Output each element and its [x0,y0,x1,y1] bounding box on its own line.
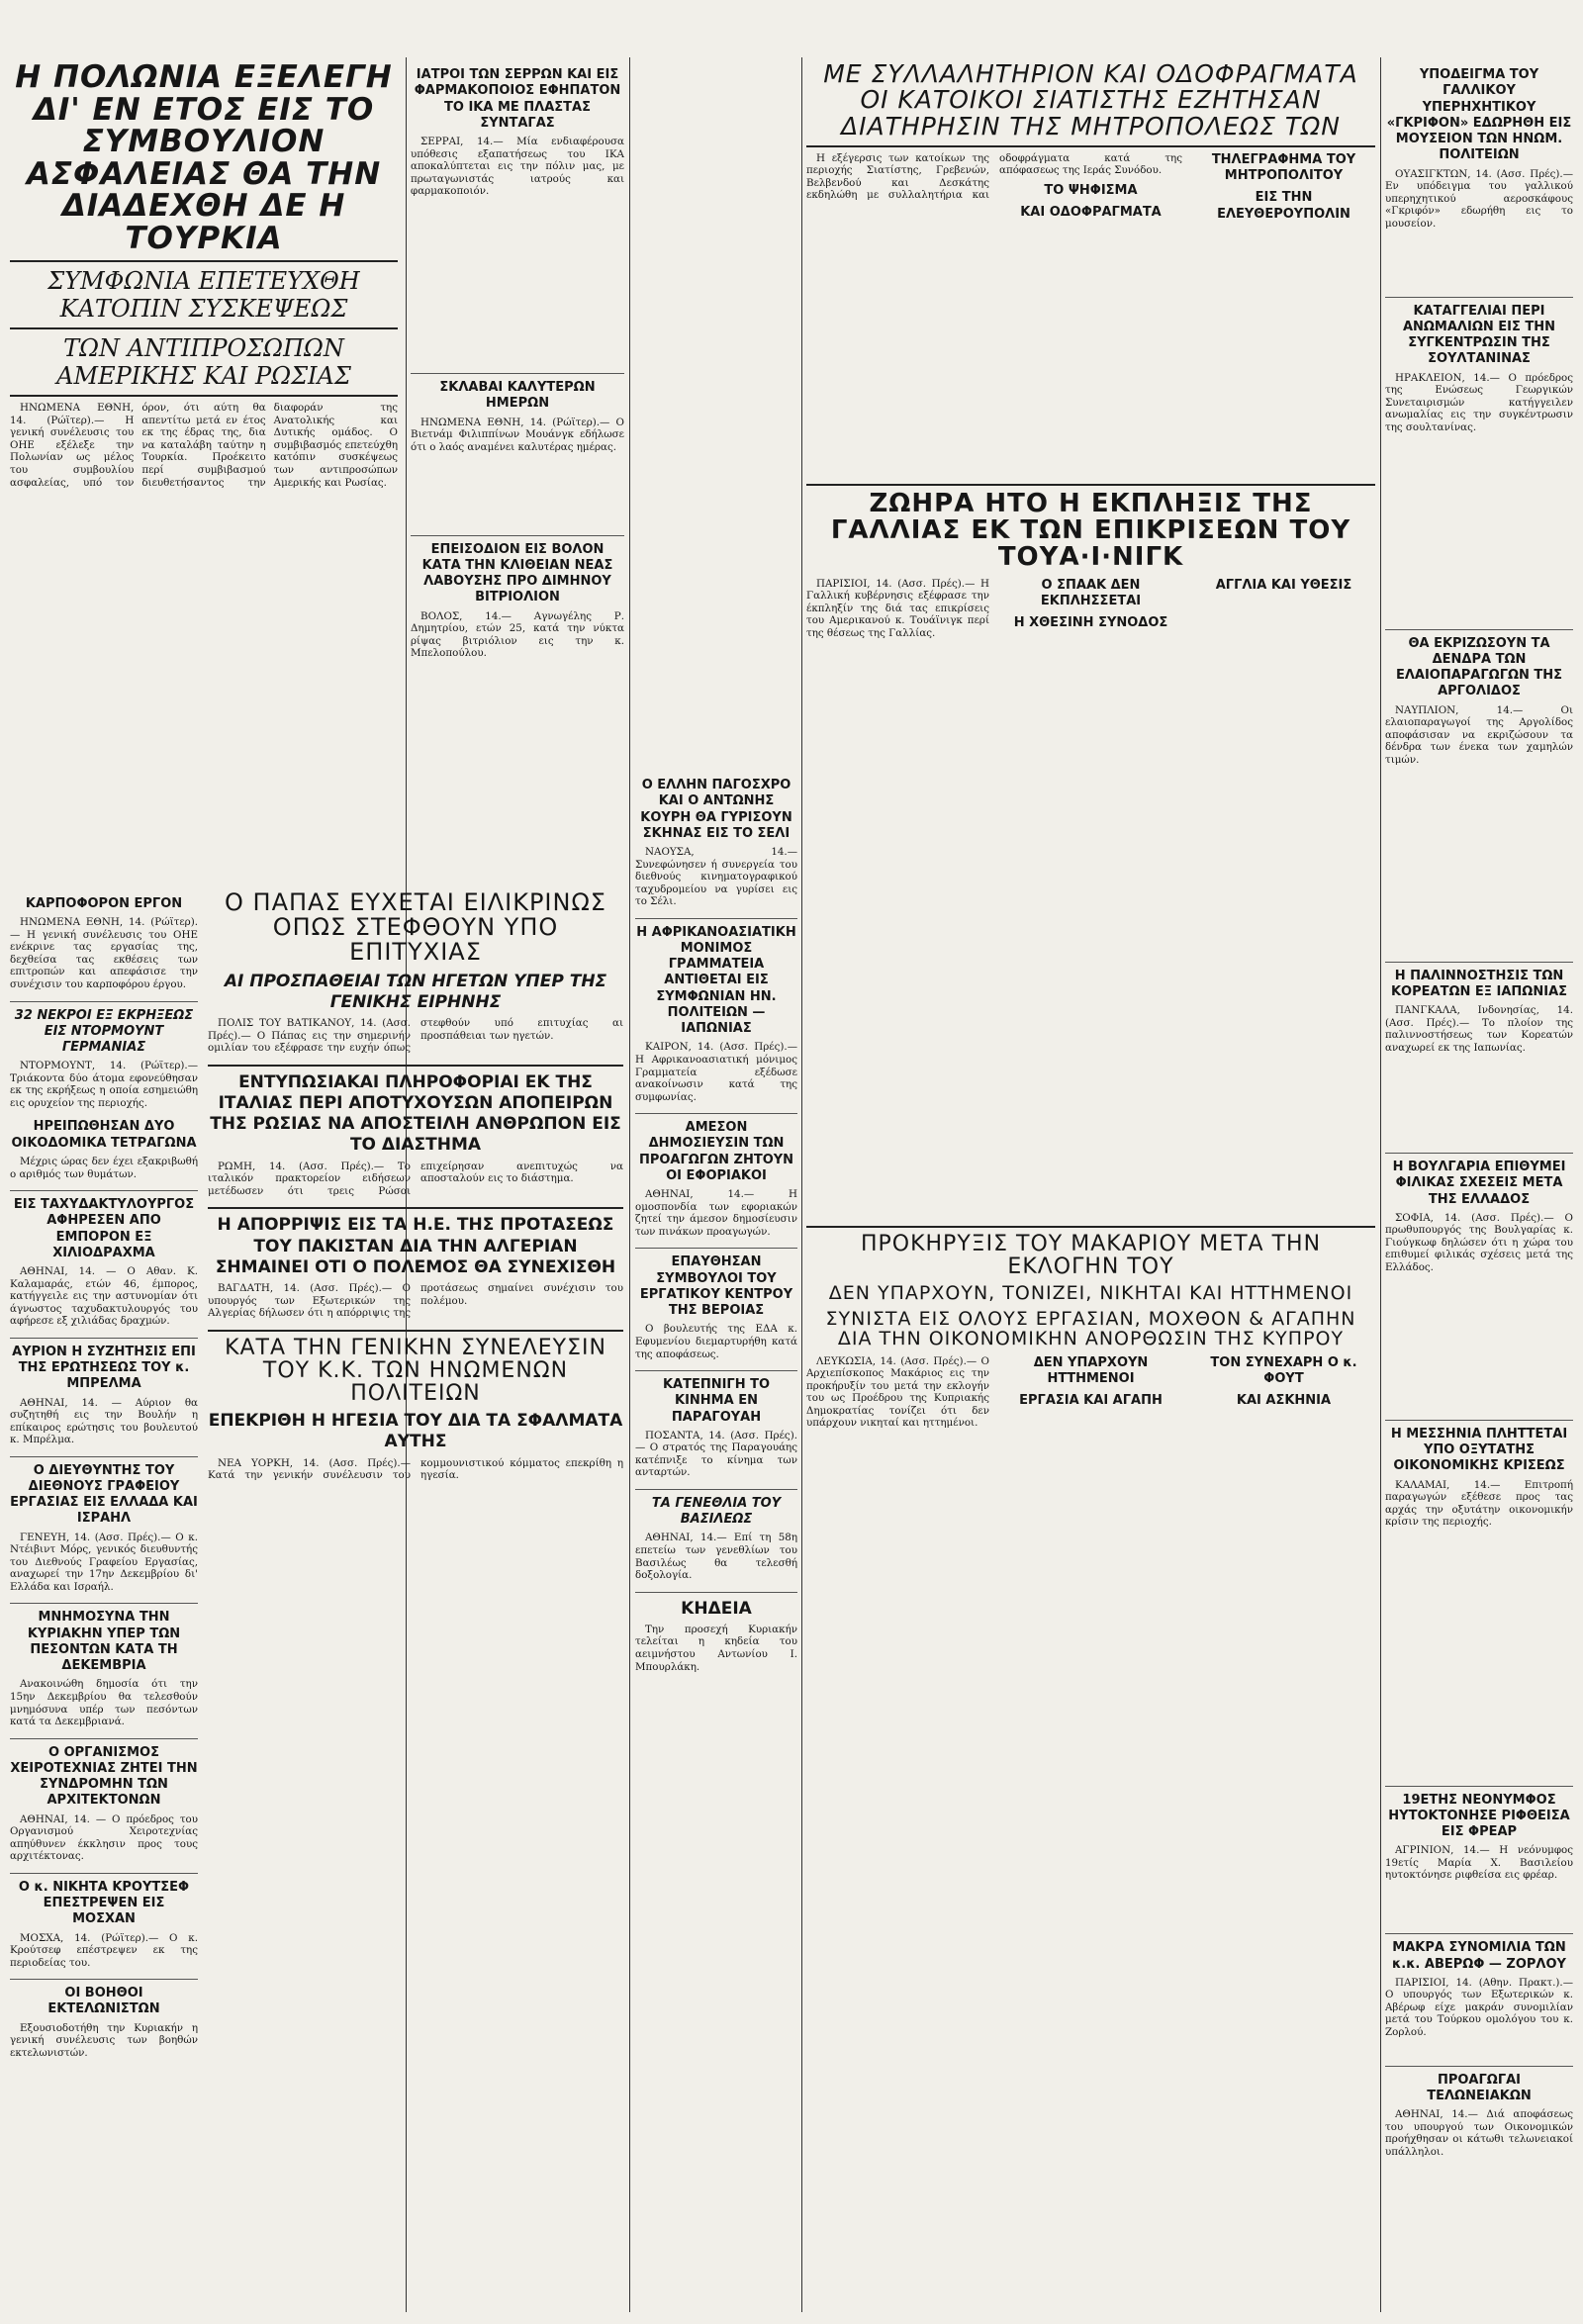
subhead: ΕΡΓΑΣΙΑ ΚΑΙ ΑΓΑΠΗ [1019,1393,1163,1409]
story-body: ΒΑΓΔΑΤΗ, 14. (Ασσ. Πρές).— Ο υπουργός των Εξωτερικών της Αλγερίας δήλωσεν ότι η απόρριψις της προτάσεως σημαίνει συνέχισιν του πολέμου. [208,1282,623,1320]
cn-story-4 [635,925,797,1103]
story-body: ΗΝΩΜΕΝΑ ΕΘΝΗ, 14. (Ρώϊτερ).— Η γενική συνέλευσις του ΟΗΕ ενέκρινε τας εργασίας της, δεχθείσα τας εκθέσεις των επιτροπών και απεφάσισε την συνέχισιν του καρποφόρου έργου. [10,916,198,990]
cn-story-9 [635,1599,797,1673]
story-body: ΝΤΟΡΜΟΥΝΤ, 14. (Ρώϊτερ).— Τριάκοντα δύο άτομα εφονεύθησαν εκ της εκρήξεως η οποία εσημειώθη εις ορυχείον της περιοχής. [10,1060,198,1109]
story-headline: ΟΙ ΒΟΗΘΟΙ ΕΚΤΕΛΩΝΙΣΤΩΝ [47,1986,160,2017]
right-story-4 [1385,1160,1573,1410]
column-rule [629,57,630,2312]
makarios-headline: ΠΡΟΚΗΡΥΞΙΣ ΤΟΥ ΜΑΚΑΡΙΟΥ ΜΕΤΑ ΤΗΝ ΕΚΛΟΓΗΝ ΤΟΥ [860,1231,1322,1279]
story-headline: Ο ΔΙΕΥΘΥΝΤΗΣ ΤΟΥ ΔΙΕΘΝΟΥΣ ΓΡΑΦΕΙΟΥ ΕΡΓΑΣΙΑΣ ΕΙΣ ΕΛΛΑΔΑ ΚΑΙ ΙΣΡΑΗΛ [10,1462,198,1527]
right-story-2 [1385,636,1573,952]
story-body: ΣΟΦΙΑ, 14. (Ασσ. Πρές).— Ο πρωθυπουργός της Βουλγαρίας κ. Γιούγκωφ δηλώσεν ότι η χώρα του επιθυμεί φιλικάς σχέσεις μετά της Ελλάδος. [1385,1211,1573,1273]
story-body: ΑΘΗΝΑΙ, 14. — Ο Αθαν. Κ. Καλαμαράς, ετών 46, έμπορος, κατήγγειλε εις την αστυνομίαν ότι άγνωστος ταχυδακτυλουργός του αφήρεσε εξ χιλιάδας δραχμών. [10,1265,198,1328]
story-subhead: ΑΙ ΠΡΟΣΠΑΘΕΙΑΙ ΤΩΝ ΗΓΕΤΩΝ ΥΠΕΡ ΤΗΣ ΓΕΝΙΚΗΣ ΕΙΡΗΝΗΣ [224,971,607,1012]
story-body: ΝΑΟΥΣΑ, 14.— Συνεφώνησεν ή συνεργεία του διεθνούς κινηματογραφικού ταχυδρομείου να γυρίσει εις το Σέλι. [635,846,797,908]
story-subhead: ΕΠΕΚΡΙΘΗ Η ΗΓΕΣΙΑ ΤΟΥ ΔΙΑ ΤΑ ΣΦΑΛΜΑΤΑ ΑΥΤΗΣ [208,1411,623,1452]
right-story-1 [1385,304,1573,619]
cl-story-1 [411,380,624,525]
story-body: ΟΥΑΣΙΓΚΤΩΝ, 14. (Ασσ. Πρές).— Εν υπόδειγμα του γαλλικού υπερηχητικού αεροσκάφους «Γκριφόν» εδωρήθη εις το μουσείον. [1385,167,1573,230]
story-headline: ΜΑΚΡΑ ΣΥΝΟΜΙΛΙΑ ΤΩΝ κ.κ. ΑΒΕΡΩΦ — ΖΟΡΛΟΥ [1392,1940,1566,1972]
story-body: ΒΟΛΟΣ, 14.— Αγνωγέλης Ρ. Δημητρίου, ετών 25, κατά την νύκτα ρίψας βιτριόλιον εις την κ. Μπελοπούλου. [411,609,624,660]
left-story-1 [10,1001,198,1110]
story-body: ΑΘΗΝΑΙ, 14.— Επί τη 58η επετείω των γενεθλίων του Βασιλέως θα τελεσθή δοξολογία. [635,1532,797,1582]
story-headline: ΗΡΕΙΠΩΘΗΣΑΝ ΔΥΟ ΟΙΚΟΔΟΜΙΚΑ ΤΕΤΡΑΓΩΝΑ [11,1119,197,1151]
story-headline: ΕΙΣ ΤΑΧΥΔΑΚΤΥΛΟΥΡΓΟΣ ΑΦΗΡΕΣΕΝ ΑΠΟ ΕΜΠΟΡΟΝ ΕΞ ΧΙΛΙΟΔΡΑΧΜΑ [13,1197,195,1260]
lead-subhead-2: ΤΩΝ ΑΝΤΙΠΡΟΣΩΠΩΝ ΑΜΕΡΙΚΗΣ ΚΑΙ ΡΩΣΙΑΣ [56,334,351,391]
story-body: ΠΟΣΑΝΤΑ, 14. (Ασσ. Πρές).— Ο στρατός της Παραγουάης κατέπνιξε το κίνημα των ανταρτών. [635,1429,797,1479]
left-story-9 [10,1979,198,2059]
story-headline: 19ΕΤΗΣ ΝΕΟΝΥΜΦΟΣ ΗΥΤΟΚΤΟΝΗΣΕ ΡΙΦΘΕΙΣΑ ΕΙΣ ΦΡΕΑΡ [1388,1792,1570,1839]
lead-headline: Η ΠΟΛΩΝΙΑ ΕΞΕΛΕΓΗ ΔΙ' ΕΝ ΕΤΟΣ ΕΙΣ ΤΟ ΣΥΜΒΟΥΛΙΟΝ ΑΣΦΑΛΕΙΑΣ ΘΑ ΤΗΝ ΔΙΑΔΕΧΘΗ ΔΕ Η ΤΟΥΡΚΙΑ [15,59,393,256]
story-body: ΝΑΥΠΛΙΟΝ, 14.— Οι ελαιοπαραγωγοί της Αργολίδος αποφάσισαν να εκριζώσουν τα δένδρα των ένεκα των χαμηλών τιμών. [1385,703,1573,766]
siatista-body: Η εξέγερσις των κατοίκων της περιοχής Σιατίστης, Γρεβενών, Βελβενδού και Δεσκάτης εκδηλώθη με συλλαλητήρια και οδοφράγματα κατά της απόφασεως της Ιεράς Συνόδου. [806,151,1182,202]
right-mid-column [806,61,1375,1430]
france-headline: ΖΩΗΡΑ ΗΤΟ Η ΕΚΠΛΗΞΙΣ ΤΗΣ ΓΑΛΛΙΑΣ ΕΚ ΤΩΝ ΕΠΙΚΡΙΣΕΩΝ ΤΟΥ ΤΟΥΑ·Ι·ΝΙΓΚ [830,488,1351,573]
right-story-3 [1385,969,1573,1144]
story-headline: ΤΑ ΓΕΝΕΘΛΙΑ ΤΟΥ ΒΑΣΙΛΕΩΣ [651,1495,782,1528]
lead-body: ΗΝΩΜΕΝΑ ΕΘΝΗ, 14. (Ρώϊτερ).— Η γενική συνέλευσις του ΟΗΕ εξέλεξε την Πολωνίαν ως μέλος του συμβουλίου ασφαλείας, υπό τον όρον, ότι αύτη θα απεντίτω μετά εν έτος εκ της έδρας της, δια να καταλάβη ταύτην η Τουρκία. Προέκειτο περί συμβιβασμού διευθετήσαντος την διαφοράν της Ανατολικής και Δυτικής ομάδος. Ο συμβιβασμός επετεύχθη κατόπιν συσκέψεως των αντιπροσώπων Αμερικής και Ρωσίας. [10,402,398,489]
story-headline: Η ΜΕΣΣΗΝΙΑ ΠΛΗΤΤΕΤΑΙ ΥΠΟ ΟΞΥΤΑΤΗΣ ΟΙΚΟΝΟΜΙΚΗΣ ΚΡΙΣΕΩΣ [1390,1426,1568,1474]
story-body: ΠΑΡΙΣΙΟΙ, 14. (Αθην. Πρακτ.).— Ο υπουργός των Εξωτερικών κ. Αβέρωφ είχε μακράν συνομιλίαν μετά του Τούρκου ομολόγου του κ. Ζορλού. [1385,1976,1573,2038]
story-headline: Η ΑΠΟΡΡΙΨΙΣ ΕΙΣ ΤΑ Η.Ε. ΤΗΣ ΠΡΟΤΑΣΕΩΣ ΤΟΥ ΠΑΚΙΣΤΑΝ ΔΙΑ ΤΗΝ ΑΛΓΕΡΙΑΝ ΣΗΜΑΙΝΕΙ ΟΤΙ Ο ΠΟΛΕΜΟΣ ΘΑ ΣΥΝΕΧΙΣΘΗ [215,1215,616,1277]
story-headline: Η ΑΦΡΙΚΑΝΟΑΣΙΑΤΙΚΗ ΜΟΝΙΜΟΣ ΓΡΑΜΜΑΤΕΙΑ ΑΝΤΙΘΕΤΑΙ ΕΙΣ ΣΥΜΦΩΝΙΑΝ ΗΝ. ΠΟΛΙΤΕΙΩΝ — ΙΑΠΩΝΙΑΣ [636,924,796,1037]
story-body: ΑΘΗΝΑΙ, 14. — Ο πρόεδρος του Οργανισμού Χειροτεχνίας απηύθυνεν έκκλησιν προς τους αρχιτέκτονας. [10,1813,198,1863]
story-body: ΠΟΛΙΣ ΤΟΥ ΒΑΤΙΚΑΝΟΥ, 14. (Ασσ. Πρές).— Ο Πάπας εις την σημερινήν ομιλίαν του εξέφρασε την ευχήν όπως στεφθούν υπό επιτυχίας αι προσπάθειαι των ηγετών. [208,1017,623,1055]
lead-article [10,61,398,847]
story-body: Εξουσιοδοτήθη την Κυριακήν η γενική συνέλευσις των βοηθών εκτελωνιστών. [10,2021,198,2059]
subhead: ΔΕΝ ΥΠΑΡΧΟΥΝ ΗΤΤΗΜΕΝΟΙ [1033,1354,1149,1386]
story-headline: ΘΑ ΕΚΡΙΖΩΣΟΥΝ ΤΑ ΔΕΝΔΡΑ ΤΩΝ ΕΛΑΙΟΠΑΡΑΓΩΓΩΝ ΤΗΣ ΑΡΓΟΛΙΔΟΣ [1395,635,1563,699]
story-body: ΚΑΙΡΟΝ, 14. (Ασσ. Πρές).— Η Αφρικανοασιατική μόνιμος Γραμματεία εξέδωσε ανακοίνωσιν κατά της συμφωνίας. [635,1041,797,1103]
left-story-5 [10,1456,198,1594]
lead-subhead-1: ΣΥΜΦΩΝΙΑ ΕΠΕΤΕΥΧΘΗ ΚΑΤΟΠΙΝ ΣΥΣΚΕΨΕΩΣ [47,267,360,324]
story-headline: ΕΠΑΥΘΗΣΑΝ ΣΥΜΒΟΥΛΟΙ ΤΟΥ ΕΡΓΑΤΙΚΟΥ ΚΕΝΤΡΟΥ ΤΗΣ ΒΕΡΟΙΑΣ [639,1255,793,1319]
story-headline: ΠΡΟΑΓΩΓΑΙ ΤΕΛΩΝΕΙΑΚΩΝ [1427,2072,1532,2103]
story-body: ΡΩΜΗ, 14. (Ασσ. Πρές).— Το ιταλικόν πρακτορείον ειδήσεων μετέδωσεν ότι τρεις Ρώσοι επιχείρησαν ανεπιτυχώς να αποσταλούν εις το διάστημα. [208,1160,623,1197]
cl-story-2 [411,542,624,779]
column-rule [1380,57,1381,2312]
right-story-5 [1385,1427,1573,1776]
column-rule [801,57,802,2312]
story-headline: ΚΑΤΕΠΝΙΓΗ ΤΟ ΚΙΝΗΜΑ ΕΝ ΠΑΡΑΓΟΥΑΗ [662,1377,771,1425]
story-body: ΓΕΝΕΥΗ, 14. (Ασσ. Πρές).— Ο κ. Ντέιβιντ Μόρς, γενικός διευθυντής του Διεθνούς Γραφείου Εργασίας, αναχωρεί την 17ην Δεκεμβρίου δι' Ελλάδα και Ισραήλ. [10,1531,198,1593]
cn-story-6 [635,1255,797,1360]
center-mid-column [208,890,623,1493]
right-story-8 [1385,2073,1573,2159]
cl-story-0 [411,67,624,363]
story-body: ΑΘΗΝΑΙ, 14.— Η ομοσπονδία των εφοριακών ζητεί την άμεσον δημοσίευσιν των πινάκων προαγωγών. [635,1188,797,1238]
story-headline: ΣΚΛΑΒΑΙ ΚΑΛΥΤΕΡΩΝ ΗΜΕΡΩΝ [439,380,596,412]
left-story-0 [10,896,198,991]
story-headline: Η ΒΟΥΛΓΑΡΙΑ ΕΠΙΘΥΜΕΙ ΦΙΛΙΚΑΣ ΣΧΕΣΕΙΣ ΜΕΤΑ ΤΗΣ ΕΛΛΑΔΟΣ [1392,1160,1566,1207]
story-headline: ΥΠΟΔΕΙΓΜΑ ΤΟΥ ΓΑΛΛΙΚΟΥ ΥΠΕΡΗΧΗΤΙΚΟΥ «ΓΚΡΙΦΟΝ» ΕΔΩΡΗΘΗ ΕΙΣ ΜΟΥΣΕΙΟΝ ΤΩΝ ΗΝΩΜ. ΠΟΛΙΤΕΙΩΝ [1386,67,1572,163]
story-body: ΠΑΝΓΚΑΛΑ, Ινδονησίας, 14. (Ασσ. Πρές).— Το πλοίον της παλιννοστήσεως των Κορεατών αναχωρεί εκ της Ιαπωνίας. [1385,1004,1573,1054]
story-body: ΑΓΡΙΝΙΟΝ, 14.— Η νεόνυμφος 19ετίς Μαρία Χ. Βασιλείου ηυτοκτόνησε ριφθείσα εις φρέαρ. [1385,1844,1573,1882]
story-headline: 32 ΝΕΚΡΟΙ ΕΞ ΕΚΡΗΞΕΩΣ ΕΙΣ ΝΤΟΡΜΟΥΝΤ ΓΕΡΜΑΝΙΑΣ [14,1007,194,1056]
story-headline: Ο ΟΡΓΑΝΙΣΜΟΣ ΧΕΙΡΟΤΕΧΝΙΑΣ ΖΗΤΕΙ ΤΗΝ ΣΥΝΔΡΟΜΗΝ ΤΩΝ ΑΡΧΙΤΕΚΤΟΝΩΝ [10,1744,198,1809]
cn-story-3 [635,778,797,908]
story-body: Την προσεχή Κυριακήν τελείται η κηδεία του αειμνήστου Αντωνίου Ι. Μπουρλάκη. [635,1623,797,1673]
algeria-story [208,1215,623,1319]
subhead: ΤΟΝ ΣΥΝΕΧΑΡΗ Ο κ. ΦΟΥΤ [1210,1354,1357,1386]
story-headline: ΕΠΕΙΣΟΔΙΟΝ ΕΙΣ ΒΟΛΟΝ ΚΑΤΑ ΤΗΝ ΚΛΙΘΕΙΑΝ ΝΕΑΣ ΛΑΒΟΥΣΗΣ ΠΡΟ ΔΙΜΗΝΟΥ ΒΙΤΡΙΟΛΙΟΝ [421,541,613,605]
story-headline: Ο ΕΛΛΗΝ ΠΑΓΟΣΧΡΟ ΚΑΙ Ο ΑΝΤΩΝΗΣ ΚΟΥΡΗ ΘΑ ΓΥΡΙΣΟΥΝ ΣΚΗΝΑΣ ΕΙΣ ΤΟ ΣΕΛΙ [640,778,792,841]
story-headline: ΜΝΗΜΟΣΥΝΑ ΤΗΝ ΚΥΡΙΑΚΗΝ ΥΠΕΡ ΤΩΝ ΠΕΣΟΝΤΩΝ ΚΑΤΑ ΤΗ ΔΕΚΕΜΒΡΙΑ [27,1610,181,1674]
makarios-body: ΛΕΥΚΩΣΙΑ, 14. (Ασσ. Πρές).— Ο Αρχιεπίσκοπος Μακάριος εις την προκήρυξίν του μετά την εκλογήν του ως Προέδρου της Κυπριακής Δημοκρατίας τονίζει ότι δεν υπάρχουν νικηταί και ηττημένοι. [806,1354,989,1430]
subhead: Η ΧΘΕΣΙΝΗ ΣΥΝΟΔΟΣ [1013,615,1168,631]
subhead: ΚΑΙ ΑΣΚΗΝΙΑ [1236,1393,1332,1409]
story-body: ΣΕΡΡΑΙ, 14.— Μία ενδιαφέρουσα υπόθεσις εξαπατήσεως του ΙΚΑ αποκαλύπτεται εις την πόλιν μας, με πρωταγωνιστάς ιατρούς και φαρμακοποιόν. [411,136,624,198]
right-story-0 [1385,67,1573,287]
makarios-subhead-2: ΣΥΝΙΣΤΑ ΕΙΣ ΟΛΟΥΣ ΕΡΓΑΣΙΑΝ, ΜΟΧΘΟΝ & ΑΓΑΠΗΝ ΔΙΑ ΤΗΝ ΟΙΚΟΝΟΜΙΚΗΝ ΑΝΟΡΘΩΣΙΝ ΤΗΣ ΚΥΠΡΟΥ [825,1307,1356,1349]
cn-story-7 [635,1377,797,1479]
subhead: Ο ΣΠΑΑΚ ΔΕΝ ΕΚΠΛΗΣΣΕΤΑΙ [1040,577,1142,608]
pope-story [208,890,623,1055]
cn-story-8 [635,1496,797,1582]
story-headline: Η ΠΑΛΙΝΝΟΣΤΗΣΙΣ ΤΩΝ ΚΟΡΕΑΤΩΝ ΕΞ ΙΑΠΩΝΙΑΣ [1390,968,1568,999]
space-story [208,1072,623,1198]
subhead: ΚΑΙ ΟΔΟΦΡΑΓΜΑΤΑ [1020,205,1162,221]
story-body: ΗΡΑΚΛΕΙΟΝ, 14.— Ο πρόεδρος της Ενώσεως Γεωργικών Συνεταιρισμών κατήγγειλεν ανωμαλίας εις την συγκέντρωσιν της σουλτανίνας. [1385,371,1573,433]
story-headline: Ο κ. ΝΙΚΗΤΑ ΚΡΟΥΤΣΕΦ ΕΠΕΣΤΡΕΨΕΝ ΕΙΣ ΜΟΣΧΑΝ [18,1879,190,1927]
left-story-7 [10,1738,198,1863]
makarios-subhead: ΔΕΝ ΥΠΑΡΧΟΥΝ, ΤΟΝΙΖΕΙ, ΝΙΚΗΤΑΙ ΚΑΙ ΗΤΤΗΜΕΝΟΙ [828,1281,1353,1304]
subhead: ΑΓΓΛΙΑ ΚΑΙ ΥΘΕΣΙΣ [1215,577,1352,593]
story-headline: ΚΑΤΑΓΓΕΛΙΑΙ ΠΕΡΙ ΑΝΩΜΑΛΙΩΝ ΕΙΣ ΤΗΝ ΣΥΓΚΕΝΤΡΩΣΙΝ ΤΗΣ ΣΟΥΛΤΑΝΙΝΑΣ [1402,303,1556,367]
story-headline: ΙΑΤΡΟΙ ΤΩΝ ΣΕΡΡΩΝ ΚΑΙ ΕΙΣ ΦΑΡΜΑΚΟΠΟΙΟΣ ΕΦΗΠΑΤΟΝ ΤΟ ΙΚΑ ΜΕ ΠΛΑΣΤΑΣ ΣΥΝΤΑΓΑΣ [414,67,621,131]
story-body: Ο βουλευτής της ΕΔΑ κ. Εφυμενίου διεμαρτυρήθη κατά της αποφάσεως. [635,1323,797,1360]
story-body: ΑΘΗΝΑΙ, 14.— Διά αποφάσεως του υπουργού των Οικονομικών προήχθησαν οι κάτωθι τελωνειακοί υπάλληλοι. [1385,2108,1573,2158]
story-body: Ανακοινώθη δημοσία ότι την 15ην Δεκεμβρίου θα τελεσθούν μνημόσυνα υπέρ των πεσόντων κατά τα Δεκεμβριανά. [10,1678,198,1728]
story-body: ΗΝΩΜΕΝΑ ΕΘΝΗ, 14. (Ρώϊτερ).— Ο Βιετνάμ Φιλιππίνων Μουάνγκ εδήλωσε ότι ο λαός αναμένει καλυτέρας ημέρας. [411,416,624,453]
left-story-4 [10,1338,198,1446]
left-story-6 [10,1603,198,1727]
cn-story-5 [635,1120,797,1238]
right-column [1385,61,1573,2168]
france-body: ΠΑΡΙΣΙΟΙ, 14. (Ασσ. Πρές).— Η Γαλλική κυβέρνησις εξέφρασε την έκπληξίν της διά τας επικρίσεις του Αμερικανού κ. Τουάϊνιγκ περί της θέσεως της Γαλλίας. [806,577,989,639]
left-story-8 [10,1873,198,1969]
story-headline: ΑΜΕΣΟΝ ΔΗΜΟΣΙΕΥΣΙΝ ΤΩΝ ΠΡΟΑΓΩΓΩΝ ΖΗΤΟΥΝ ΟΙ ΕΦΟΡΙΑΚΟΙ [638,1120,794,1183]
story-body: ΝΕΑ ΥΟΡΚΗ, 14. (Ασσ. Πρές).— Κατά την γενικήν συνέλευσιν του κομμουνιστικού κόμματος επεκρίθη η ηγεσία. [208,1456,623,1482]
right-story-6 [1385,1793,1573,1924]
story-body: ΚΑΛΑΜΑΙ, 14.— Επιτροπή παραγωγών εξέθεσε προς τας αρχάς την οξυτάτην οικονομικήν κρίσιν της περιοχής. [1385,1478,1573,1529]
subhead: ΕΙΣ ΤΗΝ ΕΛΕΥΘΕΡΟΥΠΟΛΙΝ [1217,190,1350,222]
story-body: ΑΘΗΝΑΙ, 14. — Αύριον θα συζητηθή εις την Βουλήν η επίκαιρος ερώτησις του βουλευτού κ. Μπρέλμα. [10,1396,198,1446]
story-headline: ΚΗΔΕΙΑ [681,1598,752,1619]
right-story-7 [1385,1940,1573,2056]
usa-communist-story [208,1337,623,1483]
subhead: ΤΟ ΨΗΦΙΣΜΑ [1044,182,1138,198]
left-story-3 [10,1190,198,1328]
center-left-column [411,61,624,789]
story-headline: ΑΥΡΙΟΝ Η ΣΥΖΗΤΗΣΙΣ ΕΠΙ ΤΗΣ ΕΡΩΤΗΣΕΩΣ ΤΟΥ κ. ΜΠΡΕΛΜΑ [12,1344,196,1392]
subhead: ΤΗΛΕΓΡΑΦΗΜΑ ΤΟΥ ΜΗΤΡΟΠΟΛΙΤΟΥ [1211,151,1356,183]
left-column [10,890,198,2069]
story-body: Μέχρις ώρας δεν έχει εξακριβωθή ο αριθμός των θυμάτων. [10,1155,198,1180]
story-headline: Ο ΠΑΠΑΣ ΕΥΧΕΤΑΙ ΕΙΛΙΚΡΙΝΩΣ ΟΠΩΣ ΣΤΕΦΘΟΥΝ ΥΠΟ ΕΠΙΤΥΧΙΑΣ [225,888,606,967]
story-headline: ΚΑΡΠΟΦΟΡΟΝ ΕΡΓΟΝ [25,896,183,911]
center-narrow-column [635,772,797,1683]
story-body: ΜΟΣΧΑ, 14. (Ρώϊτερ).— Ο κ. Κρούτσεφ επέστρεψεν εκ της περιοδείας του. [10,1931,198,1969]
siatista-headline: ΜΕ ΣΥΛΛΑΛΗΤΗΡΙΟΝ ΚΑΙ ΟΔΟΦΡΑΓΜΑΤΑ ΟΙ ΚΑΤΟΙΚΟΙ ΣΙΑΤΙΣΤΗΣ ΕΖΗΤΗΣΑΝ ΔΙΑΤΗΡΗΣΙΝ ΤΗΣ ΜΗΤΡΟΠΟΛΕΩΣ ΤΩΝ [823,59,1358,140]
story-headline: ΚΑΤΑ ΤΗΝ ΓΕΝΙΚΗΝ ΣΥΝΕΛΕΥΣΙΝ ΤΟΥ Κ.Κ. ΤΩΝ ΗΝΩΜΕΝΩΝ ΠΟΛΙΤΕΙΩΝ [225,1335,606,1406]
story-headline: ΕΝΤΥΠΩΣΙΑΚΑΙ ΠΛΗΡΟΦΟΡΙΑΙ ΕΚ ΤΗΣ ΙΤΑΛΙΑΣ ΠΕΡΙ ΑΠΟΤΥΧΟΥΣΩΝ ΑΠΟΠΕΙΡΩΝ ΤΗΣ ΡΩΣΙΑΣ ΝΑ ΑΠΟΣΤΕΙΛΗ ΑΝΘΡΩΠΟΝ ΕΙΣ ΤΟ ΔΙΑΣΤΗΜΑ [210,1071,621,1156]
left-story-2 [10,1119,198,1180]
